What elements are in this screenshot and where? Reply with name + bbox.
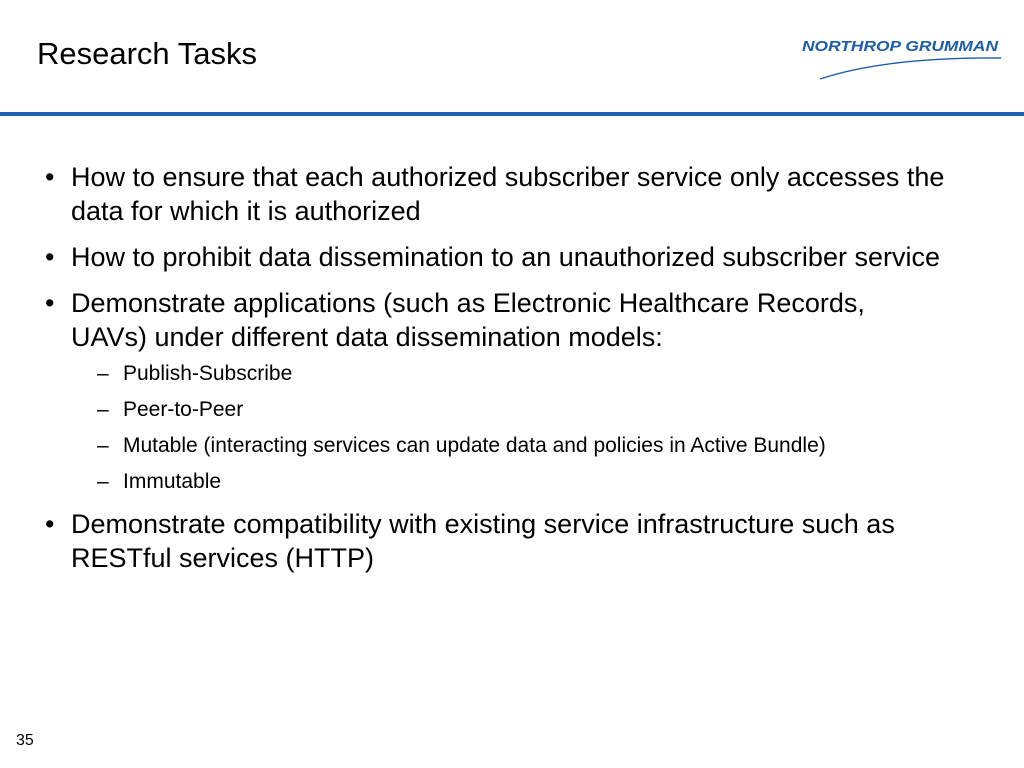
sub-bullet-item: – Publish-Subscribe [97, 360, 945, 387]
sub-bullet-item: – Immutable [97, 468, 945, 495]
bullet-item [45, 286, 945, 495]
sub-bullet-item: – Peer-to-Peer [97, 396, 945, 423]
bullet-item: • How to ensure that each authorized subscriber service only accesses the data for which it is authorized [45, 160, 945, 228]
bullet-list [45, 160, 945, 587]
header-divider [0, 112, 1024, 116]
sub-bullet-list [97, 360, 945, 495]
bullet-text: Demonstrate applications (such as Electronic Healthcare Records, UAVs) under different data dissemination models: [71, 288, 865, 352]
page-number: 35 [16, 732, 34, 749]
sub-bullet-item: – Mutable (interacting services can update data and policies in Active Bundle) [97, 432, 945, 459]
bullet-item: • Demonstrate compatibility with existing service infrastructure such as RESTful services (HTTP) [45, 507, 945, 575]
svg-text:NORTHROP GRUMMAN: NORTHROP GRUMMAN [802, 39, 999, 55]
bullet-item: • How to prohibit data dissemination to an unauthorized subscriber service [45, 240, 945, 274]
northrop-grumman-logo [796, 34, 1006, 82]
slide-title: Research Tasks [37, 36, 257, 71]
